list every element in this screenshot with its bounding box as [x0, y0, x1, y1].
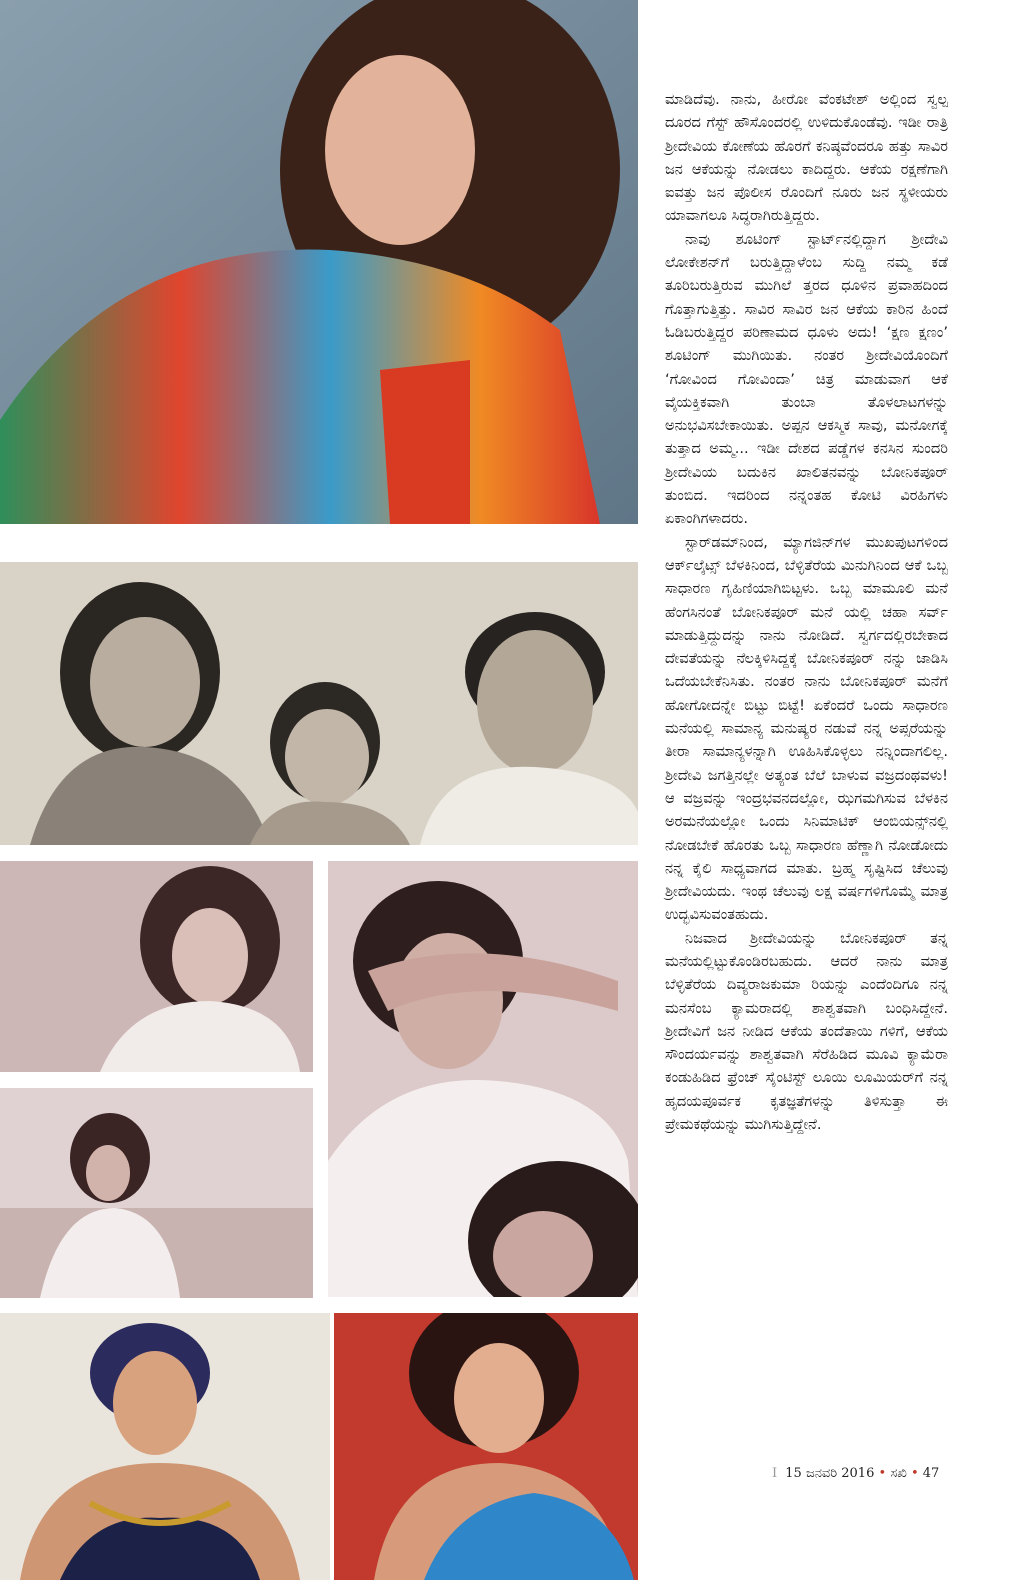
- photo-sepia-smiling: [0, 861, 313, 1072]
- footer-separator: I: [772, 1466, 778, 1481]
- magazine-name: ಸಖಿ: [890, 1466, 907, 1481]
- article-paragraph: ನಿಜವಾದ ಶ್ರೀದೇವಿಯನ್ನು ಬೋನಿಕಪೂರ್ ತನ್ನ ಮನೆಯಲ್ಲಿಟ್ಟುಕೊಂಡಿರಬಹುದು. ಆದರೆ ನಾನು ಮಾತ್ರ ಬೆಳ್ಳಿತೆರೆಯ ದಿವ್ಯರಾಜಕುಮಾ ರಿಯನ್ನು ಎಂದೆಂದಿಗೂ ನನ್ನ ಮನಸೆಂಬ ಕ್ಯಾಮರಾದಲ್ಲಿ ಶಾಶ್ವತವಾಗಿ ಬಂಧಿಸಿದ್ದೇನೆ. ಶ್ರೀದೇವಿಗೆ ಜನ ನೀಡಿದ ಆಕೆಯ ತಂದೆತಾಯಿ ಗಳಿಗೆ, ಆಕೆಯ ಸೌಂದರ್ಯವನ್ನು ಶಾಶ್ವತವಾಗಿ ಸೆರೆಹಿಡಿದ ಮೂವಿ ಕ್ಯಾಮೆರಾ ಕಂಡುಹಿಡಿದ ಫ್ರೆಂಚ್ ಸೈಂಟಿಸ್ಟ್ ಲೂಯಿ ಲೂಮಿಯರ್‌ಗೆ ನನ್ನ ಹೃದಯಪೂರ್ವಕ ಕೃತಜ್ಞತೆಗಳನ್ನು ತಿಳಿಸುತ್ತಾ ಈ ಪ್ರೇಮಕಥೆಯನ್ನು ಮುಗಿಸುತ್ತಿದ್ದೇನೆ.: [665, 929, 948, 1134]
- page-number: 47: [922, 1466, 940, 1481]
- article-paragraph: ಮಾಡಿದೆವು. ನಾನು, ಹೀರೋ ವೆಂಕಟೇಶ್ ಅಲ್ಲಿಂದ ಸ್ವಲ್ಪ ದೂರದ ಗೆಸ್ಟ್ ಹೌಸೊಂದರಲ್ಲಿ ಉಳಿದುಕೊಂಡೆವು. ಇಡೀ ರಾತ್ರಿ ಶ್ರೀದೇವಿಯ ಕೋಣೆಯ ಹೊರಗೆ ಕನಿಷ್ಠವೆಂದರೂ ಹತ್ತು ಸಾವಿರ ಜನ ಆಕೆಯನ್ನು ನೋಡಲು ಕಾದಿದ್ದರು. ಆಕೆಯ ರಕ್ಷಣೆಗಾಗಿ ಐವತ್ತು ಜನ ಪೊಲೀಸ ರೊಂದಿಗೆ ನೂರು ಜನ ಸ್ಥಳೀಯರು ಯಾವಾಗಲೂ ಸಿದ್ಧರಾಗಿರುತ್ತಿದ್ದರು.: [665, 91, 948, 225]
- photo-portrait-colorful-shirt: [0, 0, 638, 524]
- photo-traditional-costume: [0, 1313, 330, 1580]
- footer-dot: •: [910, 1466, 919, 1481]
- page-footer: [772, 1466, 952, 1481]
- article-paragraph: ನಾವು ಶೂಟಿಂಗ್ ಸ್ಟಾರ್ಟ್‌ನಲ್ಲಿದ್ದಾಗ ಶ್ರೀದೇವಿ ಲೋಕೇಶನ್‌ಗೆ ಬರುತ್ತಿದ್ದಾಳೆಂಬ ಸುದ್ದಿ ನಮ್ಮ ಕಡೆ ತೂರಿಬರುತ್ತಿರುವ ಮುಗಿಲೆ ತ್ತರದ ಧೂಳಿನ ಪ್ರವಾಹದಿಂದ ಗೊತ್ತಾಗುತ್ತಿತ್ತು. ಸಾವಿರ ಸಾವಿರ ಜನ ಆಕೆಯ ಕಾರಿನ ಹಿಂದೆ ಓಡಿಬರುತ್ತಿದ್ದರ ಪರಿಣಾಮದ ಧೂಳು ಅದು! ‘ಕ್ಷಣ ಕ್ಷಣಂ’ ಶೂಟಿಂಗ್ ಮುಗಿಯಿತು. ನಂತರ ಶ್ರೀದೇವಿಯೊಂದಿಗೆ ‘ಗೋವಿಂದ ಗೋವಿಂದಾ’ ಚಿತ್ರ ಮಾಡುವಾಗ ಆಕೆ ವೈಯಕ್ತಿಕವಾಗಿ ತುಂಬಾ ತೊಳಲಾಟಗಳನ್ನು ಅನುಭವಿಸಬೇಕಾಯಿತು. ಅಪ್ಪನ ಆಕಸ್ಮಿಕ ಸಾವು, ಮನೋಗಕ್ಕೆ ತುತ್ತಾದ ಅಮ್ಮ... ಇಡೀ ದೇಶದ ಪಡ್ಡೆಗಳ ಕನಸಿನ ಸುಂದರಿ ಶ್ರೀದೇವಿಯ ಬದುಕಿನ ಖಾಲಿತನವನ್ನು ಬೋನಿಕಪೂರ್ ತುಂಬಿದ. ಇದರಿಂದ ನನ್ನಂತಹ ಕೋಟಿ ವಿರಹಿಗಳು ಏಕಾಂಗಿಗಳಾದರು.: [665, 230, 948, 528]
- photo-sepia-hand-on-forehead: [328, 861, 638, 1297]
- photo-blue-saree: [334, 1313, 638, 1580]
- photo-sepia-beach: [0, 1088, 313, 1298]
- article-paragraph: ಸ್ಟಾರ್‌ಡಮ್‌ನಿಂದ, ಮ್ಯಾಗಜಿನ್‌ಗಳ ಮುಖಪುಟಗಳಿಂದ ಆರ್ಕ್‌ಲೈಟ್ಸ್ ಬೆಳಕಿನಿಂದ, ಬೆಳ್ಳಿತೆರೆಯ ಮಿನುಗಿನಿಂದ ಆಕೆ ಒಬ್ಬ ಸಾಧಾರಣ ಗೃಹಿಣಿಯಾಗಿಬಿಟ್ಟಳು. ಒಬ್ಬ ಮಾಮೂಲಿ ಮನೆ ಹೆಂಗಸಿನಂತೆ ಬೋನಿಕಪೂರ್ ಮನೆ ಯಲ್ಲಿ ಚಹಾ ಸರ್ವ್ ಮಾಡುತ್ತಿದ್ದುದನ್ನು ನಾನು ನೋಡಿದೆ. ಸ್ವರ್ಗದಲ್ಲಿರಬೇಕಾದ ದೇವತೆಯನ್ನು ನೆಲಕ್ಕಿಳಿಸಿದ್ದಕ್ಕೆ ಬೋನಿಕಪೂರ್ ನನ್ನು ಜಾಡಿಸಿ ಒದೆಯಬೇಕೆನಿಸಿತು. ನಂತರ ನಾನು ಬೋನಿಕಪೂರ್ ಮನೆಗೆ ಹೋಗೋದನ್ನೇ ಬಿಟ್ಟು ಬಿಟ್ಟೆ! ಏಕೆಂದರೆ ಒಂದು ಸಾಧಾರಣ ಮನೆಯಲ್ಲಿ ಸಾಮಾನ್ಯ ಮನುಷ್ಯರ ನಡುವೆ ನನ್ನ ಅಪ್ಸರೆಯನ್ನು ತೀರಾ ಸಾಮಾನ್ಯಳನ್ನಾಗಿ ಊಹಿಸಿಕೊಳ್ಳಲು ನನ್ನಿಂದಾಗಲಿಲ್ಲ. ಶ್ರೀದೇವಿ ಜಗತ್ತಿನಲ್ಲೇ ಅತ್ಯಂತ ಬೆಲೆ ಬಾಳುವ ವಜ್ರದಂಥವಳು! ಆ ವಜ್ರವನ್ನು ಇಂದ್ರಭವನದಲ್ಲೋ, ಝಗಮಗಿಸುವ ಬೆಳಕಿನ ಅರಮನೆಯಲ್ಲೋ ಒಂದು ಸಿನಿಮಾಟಿಕ್ ಆಂಬಿಯನ್ಸ್‌ನಲ್ಲಿ ನೋಡಬೇಕೆ ಹೊರತು ಒಬ್ಬ ಸಾಧಾರಣ ಹೆಣ್ಣಾಗಿ ನೋಡೋದು ನನ್ನ ಕೈಲಿ ಸಾಧ್ಯವಾಗದ ಮಾತು. ಬ್ರಹ್ಮ ಸೃಷ್ಟಿಸಿದ ಚೆಲುವು ಶ್ರೀದೇವಿಯದು. ಇಂಥ ಚೆಲುವು ಲಕ್ಷ ವರ್ಷಗಳಿಗೊಮ್ಮೆ ಮಾತ್ರ ಉದ್ಭವಿಸುವಂತಹುದು.: [665, 533, 948, 924]
- article-body: [665, 88, 948, 1136]
- issue-date: 15 ಜನವರಿ 2016: [785, 1466, 875, 1481]
- photo-family-black-white: [0, 562, 638, 845]
- footer-dot: •: [878, 1466, 887, 1481]
